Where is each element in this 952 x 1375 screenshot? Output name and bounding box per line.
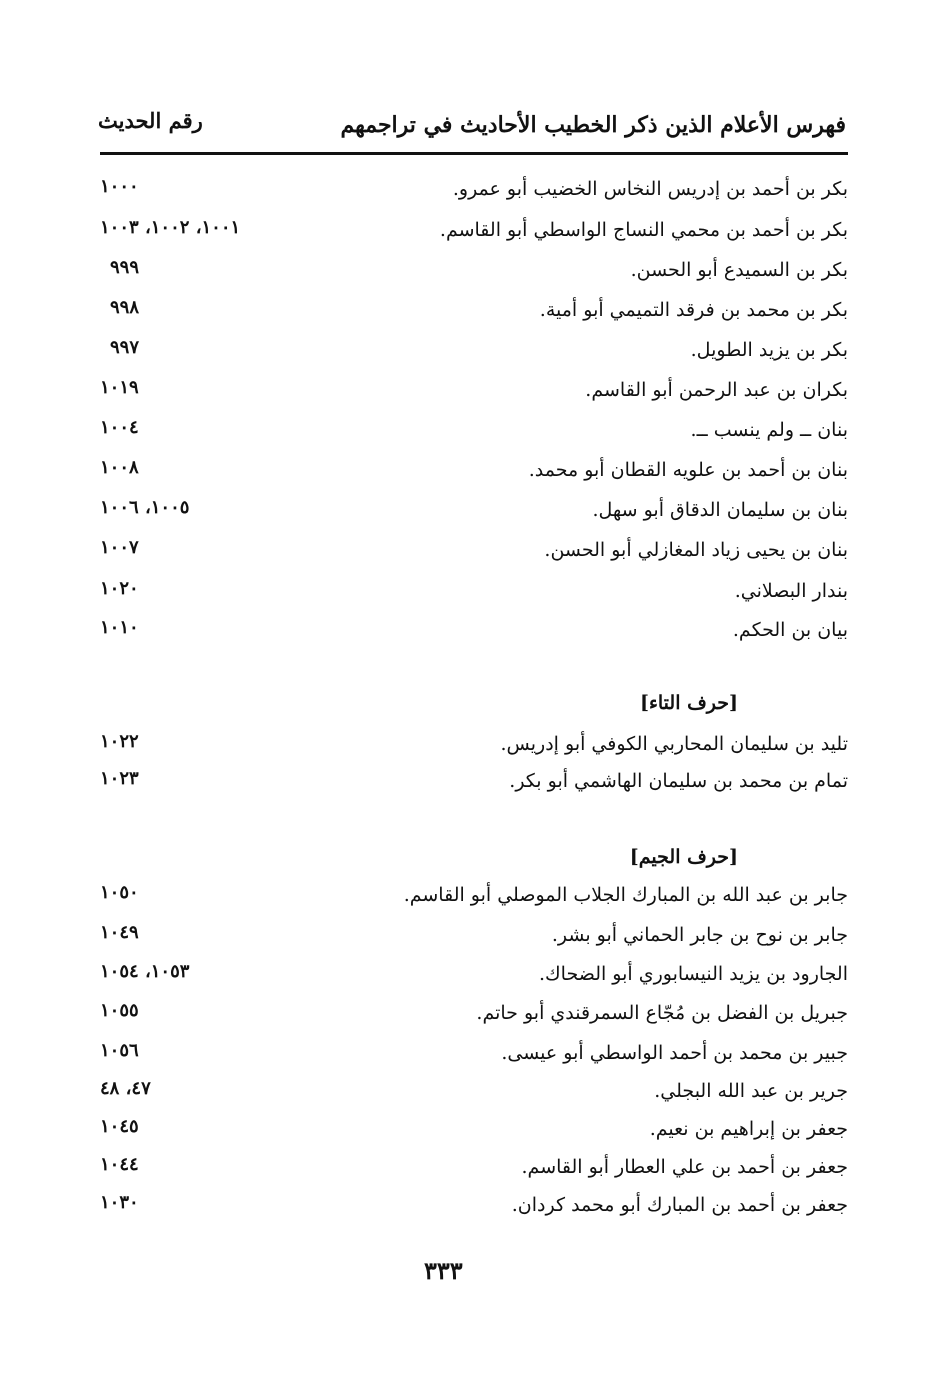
entry-name: بكران بن عبد الرحمن أبو القاسم. xyxy=(585,379,848,401)
hadith-number-column-label: رقم الحديث xyxy=(98,108,203,133)
index-entry xyxy=(96,257,848,295)
page-number: ٣٣٣ xyxy=(424,1256,463,1285)
index-entry xyxy=(96,217,848,255)
index-entry xyxy=(96,176,848,214)
entry-name: جعفر بن إبراهيم بن نعيم. xyxy=(649,1118,848,1140)
entry-name: جابر بن نوح بن جابر الحماني أبو بشر. xyxy=(551,924,848,946)
index-entry xyxy=(96,1040,848,1078)
entry-name: جرير بن عبد الله البجلي. xyxy=(654,1080,848,1102)
entry-hadith-numbers: ١٠٠٤ xyxy=(100,417,139,438)
header-rule xyxy=(100,152,848,155)
index-entry xyxy=(96,1116,848,1154)
entry-hadith-numbers: ١٠٤٤ xyxy=(100,1154,139,1175)
entry-hadith-numbers: ١٠٢٣ xyxy=(100,768,139,789)
entry-name: بكر بن محمد بن فرقد التميمي أبو أمية. xyxy=(539,299,848,321)
entry-hadith-numbers: ٤٧، ٤٨ xyxy=(100,1078,151,1099)
entry-name: تمام بن محمد بن سليمان الهاشمي أبو بكر. xyxy=(509,770,848,792)
entry-name: بنان بن يحيى زياد المغازلي أبو الحسن. xyxy=(544,539,848,561)
entry-hadith-numbers: ١٠٢٢ xyxy=(100,731,139,752)
entry-hadith-numbers: ١٠١٩ xyxy=(100,377,139,398)
index-entry xyxy=(96,337,848,375)
entry-name: بيان بن الحكم. xyxy=(732,619,848,641)
index-entry xyxy=(96,1154,848,1192)
entry-hadith-numbers: ١٠٥٦ xyxy=(100,1040,139,1061)
index-entry xyxy=(96,1192,848,1230)
entry-name: بنان بن أحمد بن علويه القطان أبو محمد. xyxy=(528,459,848,481)
entry-hadith-numbers: ١٠٠٠ xyxy=(100,176,139,197)
entry-name: بكر بن يزيد الطويل. xyxy=(690,339,848,361)
entry-name: تليد بن سليمان المحاربي الكوفي أبو إدريس. xyxy=(500,733,848,755)
index-entry xyxy=(96,961,848,999)
entry-hadith-numbers: ١٠٠٨ xyxy=(100,457,139,478)
index-entry xyxy=(96,497,848,535)
entry-hadith-numbers: ١٠٥٠ xyxy=(100,882,139,903)
index-entry xyxy=(96,1000,848,1038)
index-entry xyxy=(96,882,848,920)
index-entry xyxy=(96,922,848,960)
index-entry xyxy=(96,297,848,335)
entry-hadith-numbers: ١٠٣٠ xyxy=(100,1192,139,1213)
entry-hadith-numbers: ٩٩٧ xyxy=(110,337,140,358)
index-entry xyxy=(96,731,848,769)
page-header-title: فهرس الأعلام الذين ذكر الخطيب الأحاديث في تراجمهم xyxy=(340,112,846,138)
index-entry xyxy=(96,1078,848,1116)
entry-hadith-numbers: ١٠١٠ xyxy=(100,617,139,638)
index-entry xyxy=(96,537,848,575)
entry-hadith-numbers: ٩٩٨ xyxy=(110,297,140,318)
entry-hadith-numbers: ١٠٠٥، ١٠٠٦ xyxy=(100,497,190,518)
index-entry xyxy=(96,417,848,455)
index-entry xyxy=(96,578,848,616)
entry-name: بندار البصلاني. xyxy=(734,580,848,602)
index-entry xyxy=(96,457,848,495)
entry-name: الجارود بن يزيد النيسابوري أبو الضحاك. xyxy=(538,963,848,985)
section-heading-jim: [حرف الجيم] xyxy=(629,846,738,868)
entry-name: بنان ــ ولم ينسب ــ. xyxy=(690,419,848,441)
entry-hadith-numbers: ١٠٤٩ xyxy=(100,922,139,943)
entry-hadith-numbers: ٩٩٩ xyxy=(110,257,140,278)
entry-name: جبريل بن الفضل بن مُجّاع السمرقندي أبو حاتم. xyxy=(476,1002,848,1024)
entry-name: جعفر بن أحمد بن علي العطار أبو القاسم. xyxy=(521,1156,848,1178)
entry-hadith-numbers: ١٠٠١، ١٠٠٢، ١٠٠٣ xyxy=(100,217,241,238)
entry-name: جابر بن عبد الله بن المبارك الجلاب الموصلي أبو القاسم. xyxy=(403,884,848,906)
entry-hadith-numbers: ١٠٥٣، ١٠٥٤ xyxy=(100,961,190,982)
index-entry xyxy=(96,768,848,806)
entry-hadith-numbers: ١٠٠٧ xyxy=(100,537,139,558)
entry-name: بكر بن السميدع أبو الحسن. xyxy=(630,259,848,281)
index-entry xyxy=(96,617,848,655)
entry-name: جعفر بن أحمد بن المبارك أبو محمد كردان. xyxy=(511,1194,848,1216)
entry-hadith-numbers: ١٠٥٥ xyxy=(100,1000,139,1021)
entry-hadith-numbers: ١٠٢٠ xyxy=(100,578,139,599)
entry-name: بنان بن سليمان الدقاق أبو سهل. xyxy=(592,499,848,521)
entry-hadith-numbers: ١٠٤٥ xyxy=(100,1116,139,1137)
entry-name: بكر بن أحمد بن محمي النساج الواسطي أبو القاسم. xyxy=(439,219,848,241)
index-entry xyxy=(96,377,848,415)
entry-name: بكر بن أحمد بن إدريس النخاس الخضيب أبو عمرو. xyxy=(452,178,848,200)
entry-name: جبير بن محمد بن أحمد الواسطي أبو عيسى. xyxy=(501,1042,848,1064)
section-heading-ta: [حرف التاء] xyxy=(639,692,738,714)
